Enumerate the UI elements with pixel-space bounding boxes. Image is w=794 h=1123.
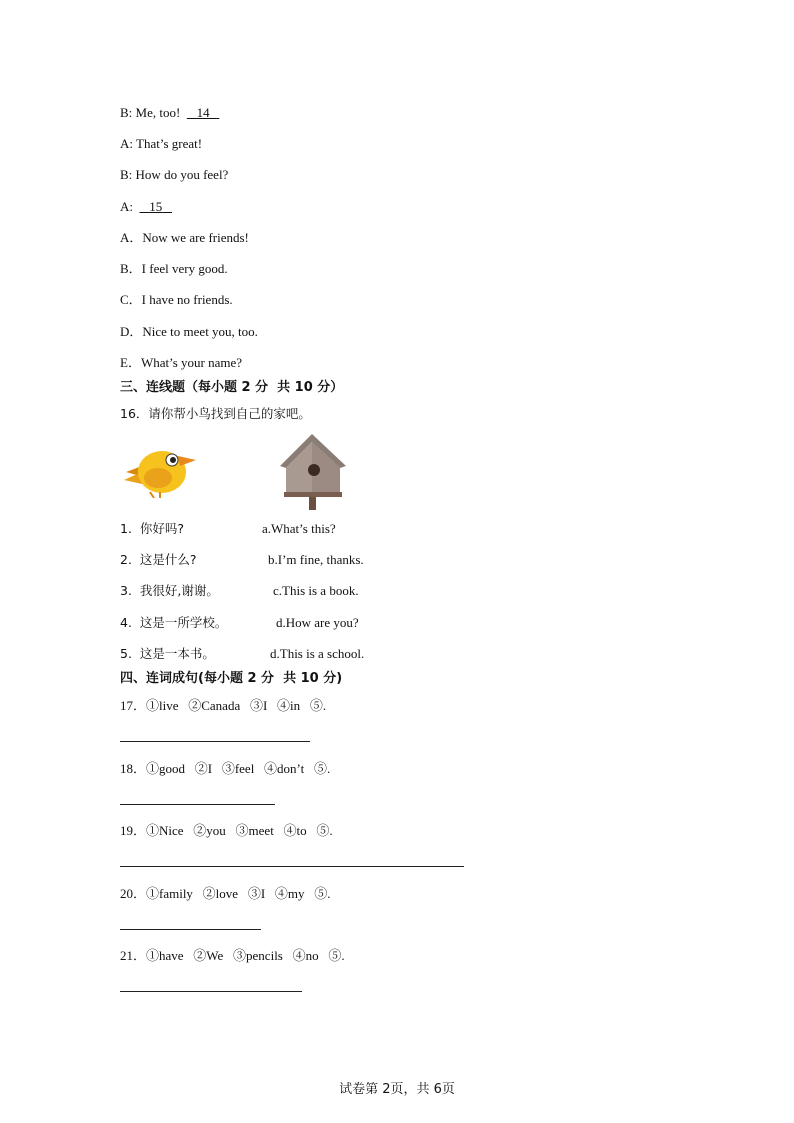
- birdhouse-image: [272, 432, 352, 510]
- question-18: 18．①good ②I ③feel ④don’t ⑤.: [120, 761, 331, 776]
- option-a: A．Now we are friends!: [120, 230, 249, 245]
- answer-blank: 14: [196, 105, 210, 120]
- match-left-1: 1. 你好吗?: [120, 521, 185, 536]
- dialogue-line-15: A: 15: [120, 199, 172, 215]
- page-footer: 试卷第 2页，共 6页: [339, 1082, 455, 1097]
- question-16: 16．请你帮小鸟找到自己的家吧。: [120, 406, 311, 421]
- match-left-2: 2. 这是什么?: [120, 552, 197, 567]
- option-b: B．I feel very good.: [120, 261, 228, 276]
- section4-heading: 四、连词成句(每小题 2 分 共 10 分): [120, 671, 343, 686]
- answer-line-21[interactable]: [120, 991, 302, 992]
- option-d: D．Nice to meet you, too.: [120, 324, 258, 339]
- dialogue-line-14: [120, 105, 219, 121]
- answer-line-19[interactable]: [120, 866, 464, 867]
- answer-line-20[interactable]: [120, 929, 261, 930]
- option-c: C．I have no friends.: [120, 292, 233, 307]
- match-right-d2: d.This is a school.: [270, 646, 365, 661]
- match-left-5: 5. 这是一本书。: [120, 646, 215, 661]
- match-left-4: 4. 这是一所学校。: [120, 615, 228, 630]
- match-right-d: d.How are you?: [276, 615, 359, 630]
- answer-blank: 15: [149, 199, 163, 214]
- match-left-3: 3. 我很好,谢谢。: [120, 583, 219, 598]
- section3-heading: 三、连线题（每小题 2 分 共 10 分）: [120, 380, 344, 395]
- dialogue-line: B: How do you feel?: [120, 167, 229, 182]
- option-e: E．What’s your name?: [120, 355, 243, 370]
- question-17: 17．①live ②Canada ③I ④in ⑤.: [120, 698, 327, 713]
- answer-line-17[interactable]: [120, 741, 310, 742]
- question-19: 19．①Nice ②you ③meet ④to ⑤.: [120, 823, 333, 838]
- answer-line-18[interactable]: [120, 804, 275, 805]
- match-right-b: b.I’m fine, thanks.: [268, 552, 364, 567]
- question-20: 20．①family ②love ③I ④my ⑤.: [120, 886, 331, 901]
- match-right-a: a.What’s this?: [262, 521, 336, 536]
- speaker-label: B:: [120, 105, 133, 120]
- question-21: 21．①have ②We ③pencils ④no ⑤.: [120, 948, 345, 963]
- match-right-c: c.This is a book.: [273, 583, 359, 598]
- dialogue-text: Me, too!: [135, 105, 181, 120]
- bird-image: [120, 432, 200, 498]
- dialogue-line: A: That’s great!: [120, 136, 203, 151]
